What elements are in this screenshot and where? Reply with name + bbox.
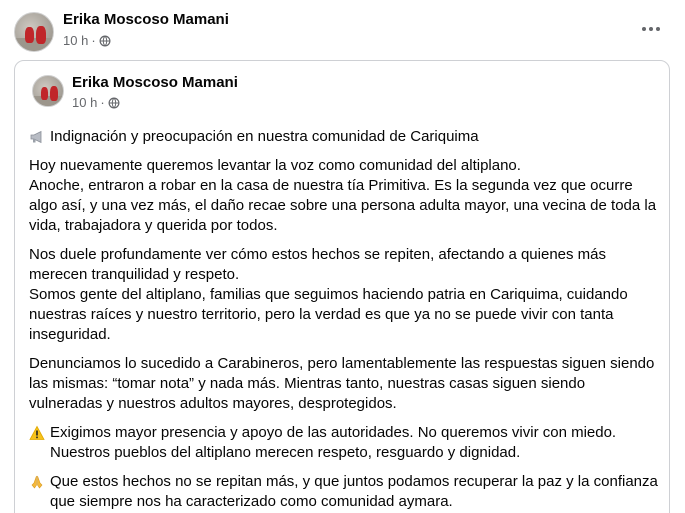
outer-post-header: [0, 0, 685, 60]
megaphone-icon: [29, 129, 45, 145]
post-paragraph: Hoy nuevamente queremos levantar la voz como comunidad del altiplano. Anoche, entraron a robar en la casa de nuestra tía Primitiva. Es la segunda vez que ocurre algo así, y una vez más, el daño recae sobre una persona adulta mayor, una vecina de toda la vida, trabajadora y querida por todos.: [29, 157, 657, 234]
warning-icon: [29, 425, 45, 441]
post-body: [29, 127, 659, 513]
globe-icon[interactable]: [108, 97, 120, 109]
post-paragraph: Nos duele profundamente ver cómo estos hechos se repiten, afectando a quienes más merecen tranquilidad y respeto. Somos gente del altiplano, familias que seguimos haciendo patria en Cariquima, cuidando nuestras raíces y nuestro territorio, pero la verdad es que ya no se puede vivir con tanta inseguridad.: [29, 246, 628, 343]
meta-separator: ·: [100, 95, 105, 110]
more-options-icon[interactable]: [639, 19, 663, 39]
shared-post-card: [14, 60, 670, 513]
avatar[interactable]: [32, 75, 64, 107]
post-paragraph: Denunciamos lo sucedido a Carabineros, pero lamentablemente las respuestas siguen siendo las mismas: “tomar nota” y nada más. Mientras tanto, nuestras casas siguen siendo vulneradas y nuestros adultos mayores, desprotegidos.: [29, 355, 655, 412]
shared-post-time[interactable]: 10 h: [72, 95, 98, 110]
praying-hands-icon: [29, 474, 45, 490]
meta-separator: ·: [91, 33, 96, 48]
paragraph-text: Indignación y preocupación en nuestra comunidad de Cariquima: [50, 128, 479, 145]
paragraph-text: Que estos hechos no se repitan más, y que juntos podamos recuperar la paz y la confianza que siempre nos ha caracterizado como comunidad aymara.: [50, 473, 658, 510]
post-paragraph: [29, 127, 659, 147]
author-name[interactable]: Erika Moscoso Mamani: [63, 11, 229, 28]
post-meta: [63, 33, 111, 48]
paragraph-text: Exigimos mayor presencia y apoyo de las autoridades. No queremos vivir con miedo. Nuestros pueblos del altiplano merecen respeto, resguardo y dignidad.: [50, 424, 617, 461]
post-paragraph: [29, 472, 659, 512]
post-time[interactable]: 10 h: [63, 33, 89, 48]
post-paragraph: [29, 423, 659, 463]
shared-post-meta: [72, 95, 120, 110]
globe-icon[interactable]: [99, 35, 111, 47]
shared-author-name[interactable]: Erika Moscoso Mamani: [72, 74, 238, 91]
avatar[interactable]: [14, 12, 54, 52]
